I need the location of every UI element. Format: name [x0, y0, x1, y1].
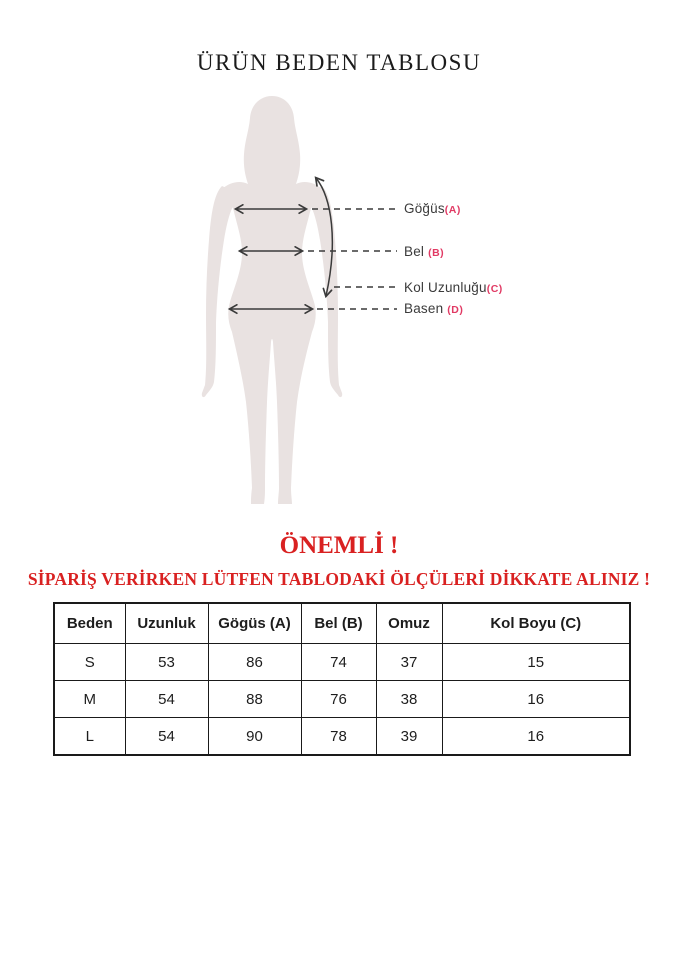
cell-bel: 78 — [301, 718, 376, 756]
header-uzunluk: Uzunluk — [125, 603, 208, 644]
table-row-s — [54, 644, 630, 681]
cell-size: L — [54, 718, 125, 756]
chest-label-letter: (A) — [444, 204, 461, 216]
cell-kol-boyu: 15 — [442, 644, 630, 681]
cell-bel: 74 — [301, 644, 376, 681]
cell-gogus: 88 — [208, 681, 301, 718]
cell-size: S — [54, 644, 125, 681]
header-omuz: Omuz — [376, 603, 442, 644]
important-subheading: SİPARİŞ VERİRKEN LÜTFEN TABLODAKİ ÖLÇÜLERİ DİKKATE ALINIZ ! — [27, 569, 651, 589]
arm-length-label — [404, 280, 503, 295]
cell-uzunluk: 54 — [125, 681, 208, 718]
cell-kol-boyu: 16 — [442, 718, 630, 756]
page-title: ÜRÜN BEDEN TABLOSU — [196, 50, 482, 75]
cell-omuz: 39 — [376, 718, 442, 756]
arm-length-label-text: Kol Uzunluğu — [404, 280, 487, 295]
cell-kol-boyu: 16 — [442, 681, 630, 718]
chest-label — [404, 201, 461, 216]
size-table — [53, 602, 631, 756]
female-silhouette-right-arm — [310, 186, 342, 397]
cell-gogus: 90 — [208, 718, 301, 756]
cell-uzunluk: 53 — [125, 644, 208, 681]
female-silhouette-left-arm — [202, 186, 234, 397]
cell-bel: 76 — [301, 681, 376, 718]
table-row-l — [54, 718, 630, 756]
chest-label-text: Göğüs — [404, 201, 445, 216]
cell-size: M — [54, 681, 125, 718]
cell-omuz: 38 — [376, 681, 442, 718]
hip-label-letter: (D) — [447, 304, 464, 316]
hip-label-text: Basen — [404, 301, 444, 316]
header-kol-boyu: Kol Boyu (C) — [442, 603, 630, 644]
header-gogus: Gögüs (A) — [208, 603, 301, 644]
cell-omuz: 37 — [376, 644, 442, 681]
hip-label — [404, 301, 463, 316]
cell-uzunluk: 54 — [125, 718, 208, 756]
table-row-m — [54, 681, 630, 718]
waist-label-letter: (B) — [428, 247, 445, 259]
arm-length-label-letter: (C) — [486, 283, 503, 295]
header-bel: Bel (B) — [301, 603, 376, 644]
size-table-header-row — [54, 603, 630, 644]
female-silhouette — [222, 96, 322, 504]
header-beden: Beden — [54, 603, 125, 644]
waist-label-text: Bel — [404, 244, 425, 259]
waist-label — [404, 244, 444, 259]
cell-gogus: 86 — [208, 644, 301, 681]
important-heading: ÖNEMLİ ! — [279, 532, 399, 559]
